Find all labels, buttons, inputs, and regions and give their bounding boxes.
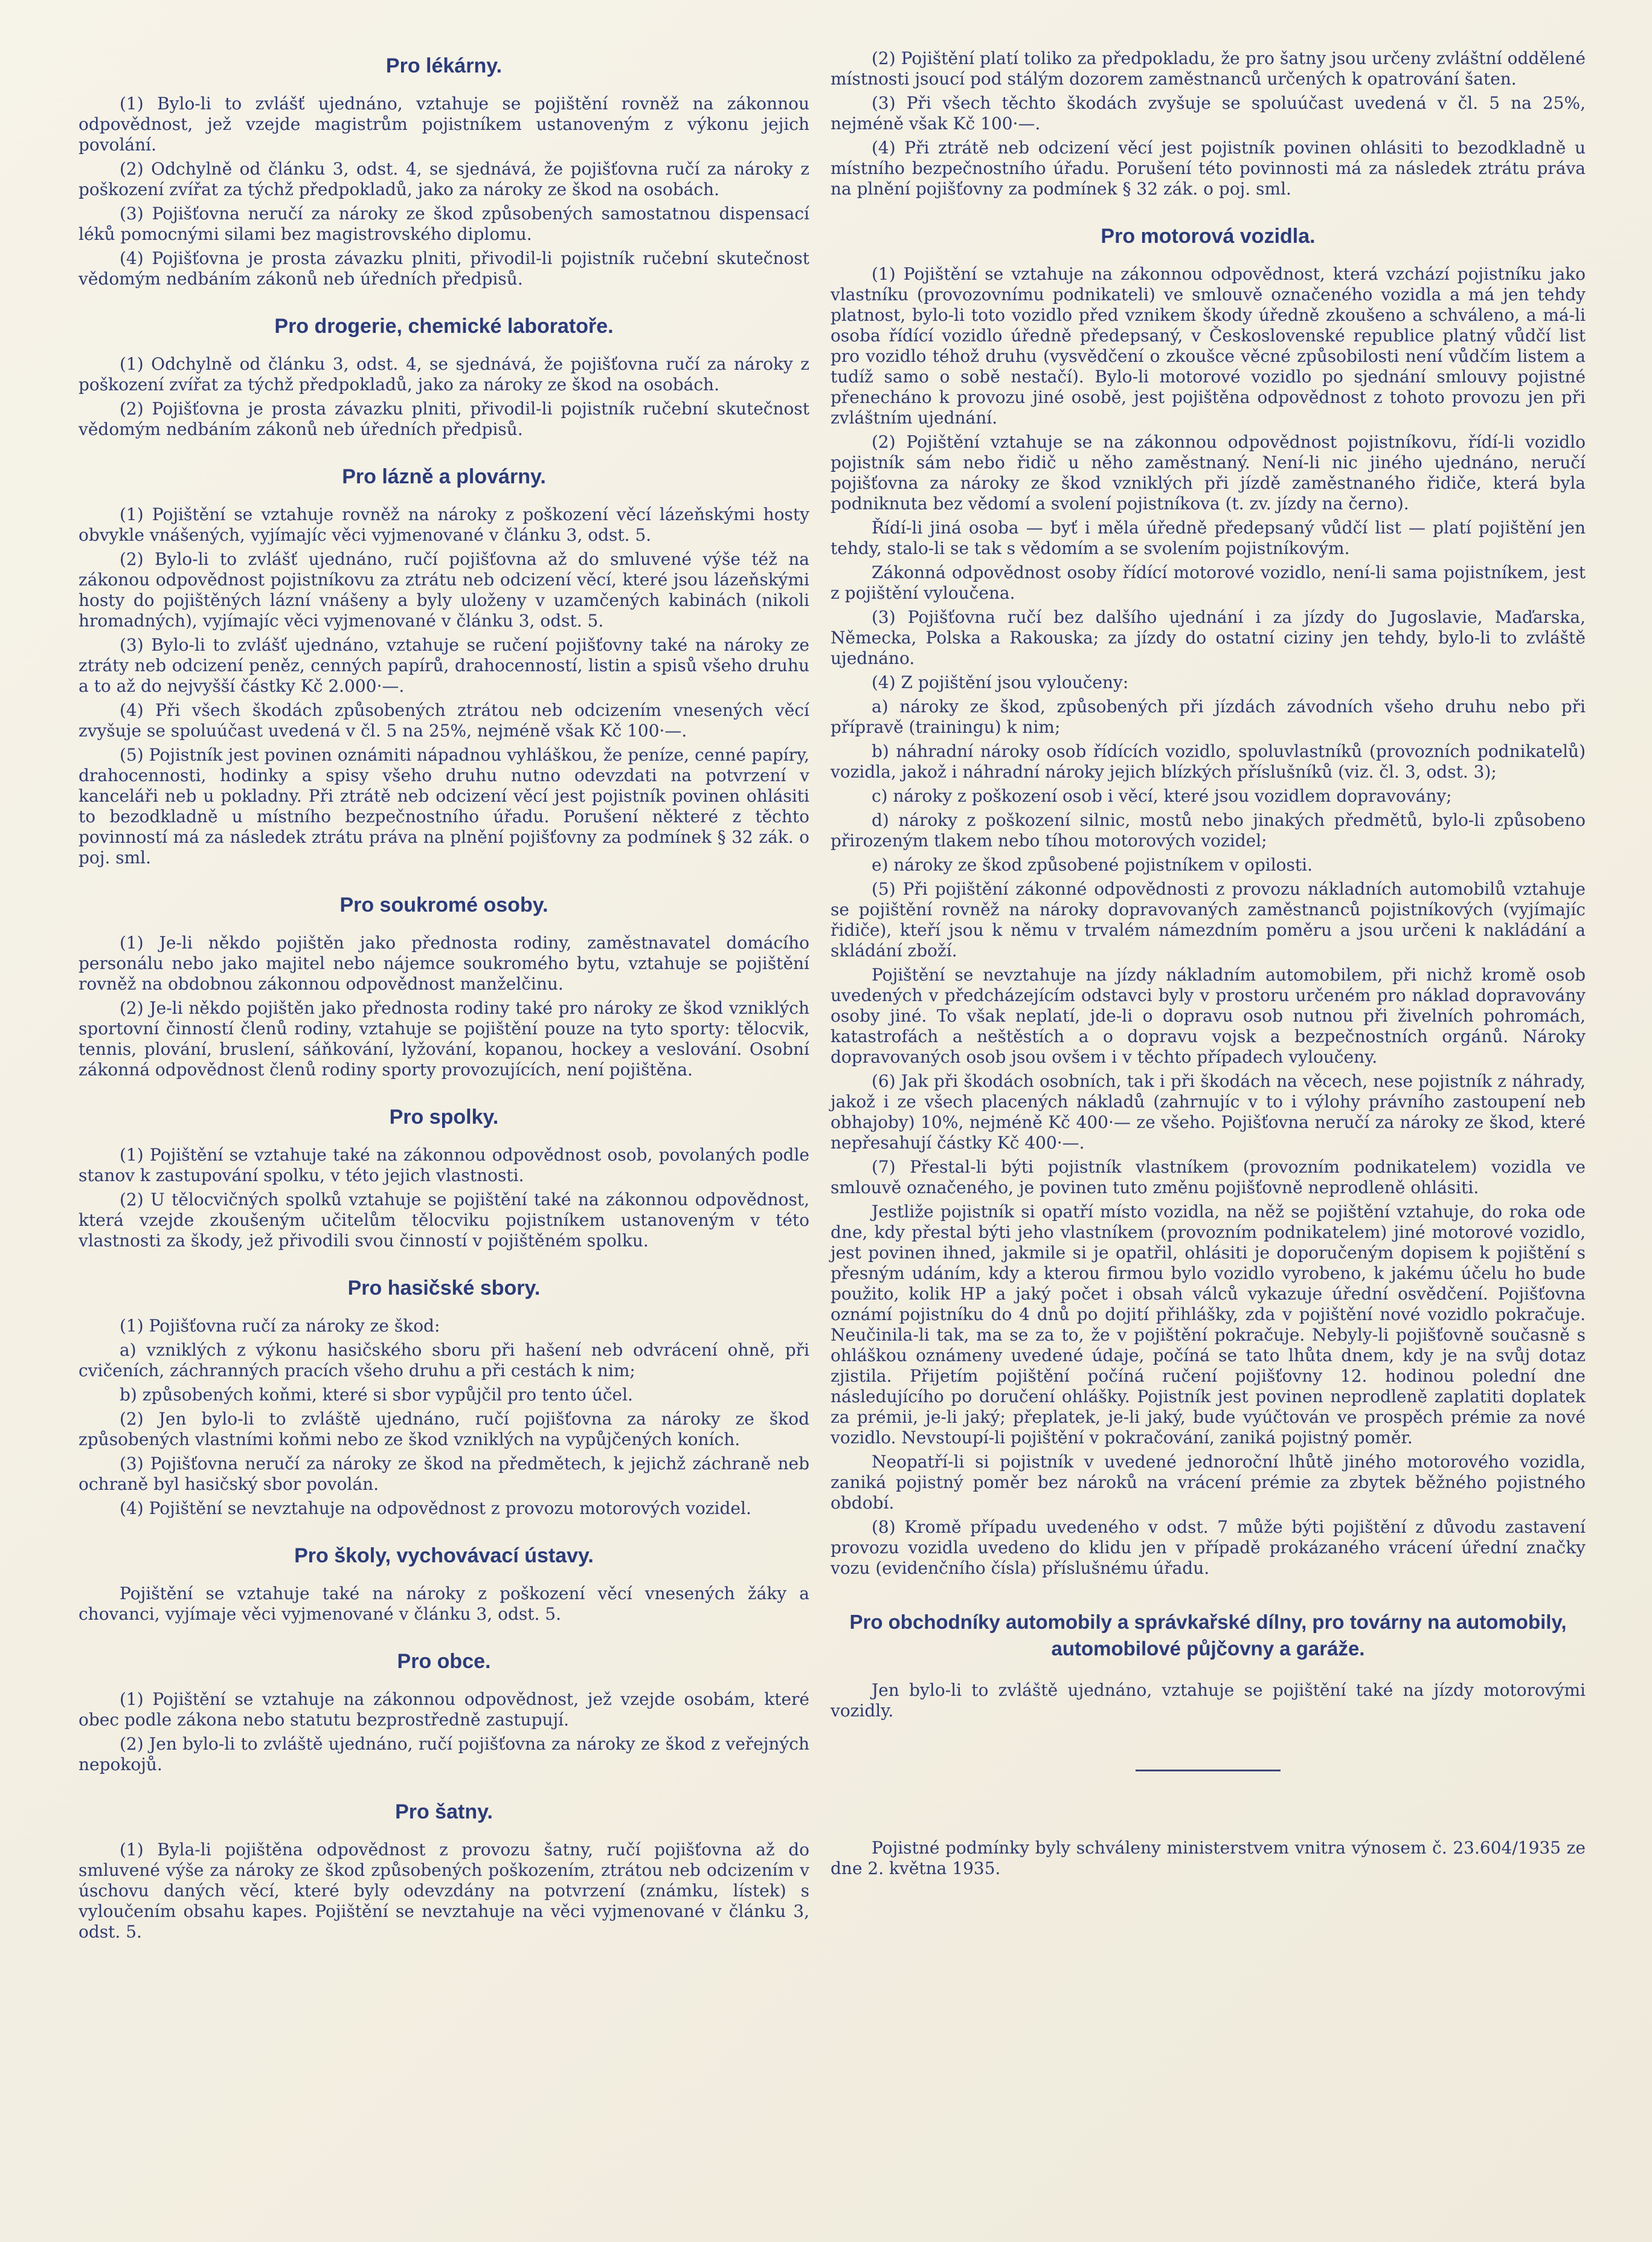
section-paragraph: Pojištění se nevztahuje na jízdy nákladním automobilem, při nichž kromě osob uvedených v předcházejícím odstavci byly v prostoru určeném pro náklad dopravovány osoby jiné. To však neplatí, jde-li o dopravu osob nutnou při živelních pohromách, katastrofách a neštěstích a o dopravu vojsk a bezpečnostních orgánů. Nároky dopravovaných osob jsou ovšem i v těchto případech vyloučeny. — [831, 965, 1586, 1067]
section-heading: Pro drogerie, chemické laboratoře. — [274, 315, 614, 338]
section-paragraph: Řídí-li jiná osoba — byť i měla úředně předepsaný vůdčí list — platí pojištění jen tehdy, stalo-li se tak s vědomím a se svolením pojistníkovým. — [831, 518, 1586, 558]
section-paragraph: (1) Pojišťovna ručí za nároky ze škod: — [120, 1316, 440, 1336]
section-paragraph: a) vzniklých z výkonu hasičského sboru při hašení neb odvrácení ohně, při cvičeních, záchranných pracích všeho druhu a při cestách k nim; — [79, 1340, 809, 1380]
left-column — [79, 48, 809, 2206]
section-paragraph: b) způsobených koňmi, které si sbor vypůjčil pro tento účel. — [120, 1385, 633, 1405]
section-paragraph: (2) Pojišťovna je prosta závazku plniti, přivodil-li pojistník ručební skutečnost vědomým nedbáním zákonů neb úředních předpisů. — [79, 399, 809, 439]
section-paragraph: (3) Pojišťovna ručí bez dalšího ujednání i za jízdy do Jugoslavie, Maďarska, Německa, Polska a Rakouska; za jízdy do ostatní ciziny jen tehdy, bylo-li to zvláště ujednáno. — [831, 607, 1586, 668]
section-paragraph: (3) Pojišťovna neručí za nároky ze škod způsobených samostatnou dispensací léků pomocnými silami bez magistrovského diplomu. — [79, 204, 809, 244]
section-paragraph: a) nároky ze škod, způsobených při jízdách závodních všeho druhu nebo při přípravě (trainingu) k nim; — [831, 697, 1586, 737]
right-sections — [831, 225, 1586, 1721]
right-column — [831, 48, 1586, 2206]
section-heading: Pro spolky. — [389, 1106, 499, 1129]
approval-note: Pojistné podmínky byly schváleny ministerstvem vnitra výnosem č. 23.604/1935 ze dne 2. května 1935. — [831, 1838, 1586, 1878]
section-paragraph: b) náhradní nároky osob řídících vozidlo, spoluvlastníků (provozních podnikatelů) vozidla, jakož i náhradní nároky jejich blízkých příslušníků (viz. čl. 3, odst. 3); — [831, 741, 1586, 782]
section-paragraph: (2) Jen bylo-li to zvláště ujednáno, ručí pojišťovna za nároky ze škod z veřejných nepokojů. — [79, 1734, 809, 1774]
section-paragraph: (3) Bylo-li to zvlášť ujednáno, vztahuje se ručení pojišťovny také na nároky ze ztráty neb odcizení peněz, cenných papírů, drahocenností, listin a spisů všeho druhu a to až do nejvyšší částky Kč 2.000·—. — [79, 635, 809, 696]
intro-paragraph: (3) Při všech těchto škodách zvyšuje se spoluúčast uvedená v čl. 5 na 25%, nejméně však Kč 100·—. — [831, 93, 1586, 134]
section-paragraph: (3) Pojišťovna neručí za nároky ze škod na předmětech, k jejichž záchraně neb ochraně byl hasičský sbor povolán. — [79, 1454, 809, 1494]
section-paragraph: (1) Pojištění se vztahuje rovněž na nároky z poškození věcí lázeňskými hosty obvykle vnášených, vyjímajíc věci vyjmenované v článku 3, odst. 5. — [79, 504, 809, 545]
section-paragraph: c) nároky z poškození osob i věcí, které jsou vozidlem dopravovány; — [872, 786, 1452, 806]
section-paragraph: (4) Pojištění se nevztahuje na odpovědnost z provozu motorových vozidel. — [120, 1498, 751, 1518]
section-paragraph: (1) Bylo-li to zvlášť ujednáno, vztahuje se pojištění rovněž na zákonnou odpovědnost, jež vzejde magistrům pojistníkem ustanoveným z výkonu jejich povolání. — [79, 94, 809, 155]
section-paragraph: (8) Kromě případu uvedeného v odst. 7 může býti pojištění z důvodu zastavení provozu vozidla uvedeno do klidu jen v případě prokázaného vrácení úřední značky vozu (evidenčního čísla) příslušnému úřadu. — [831, 1517, 1586, 1578]
section-heading: Pro lékárny. — [385, 54, 503, 77]
section-paragraph: (1) Byla-li pojištěna odpovědnost z provozu šatny, ručí pojišťovna až do smluvené výše za nároky ze škod způsobených poškozením, ztrátou neb odcizením v úschovu daných věcí, které byly odevzdány na potvrzení (známku, lístek) s vyloučením obsahu kapes. Pojištění se nevztahuje na věci vyjmenované v článku 3, odst. 5. — [79, 1840, 809, 1942]
footer-divider — [1136, 1770, 1281, 1771]
section-paragraph: (4) Při všech škodách způsobených ztrátou neb odcizením vnesených věcí zvyšuje se spoluúčast uvedená v čl. 5 na 25%, nejméně však Kč 100·—. — [79, 700, 809, 741]
section-paragraph: (6) Jak při škodách osobních, tak i při škodách na věcech, nese pojistník z náhrady, jakož i ze všech placených nákladů (zahrnujíc v to i výlohy právního zastoupení neb obhajoby) 10%, nejméně Kč 400·— ze všeho. Pojišťovna neručí za nároky ze škod, které nepřesahují částky Kč 400·—. — [831, 1071, 1586, 1153]
section-heading: Pro šatny. — [395, 1800, 493, 1823]
section-paragraph: Jen bylo-li to zvláště ujednáno, vztahuje se pojištění také na jízdy motorovými vozidly. — [831, 1680, 1586, 1721]
section-heading: Pro školy, vychovávací ústavy. — [294, 1544, 594, 1567]
intro-paragraph: (4) Při ztrátě neb odcizení věcí jest pojistník povinen ohlásiti to bezodkladně u místního bezpečnostního úřadu. Porušení této povinnosti má za následek ztrátu práva na plnění pojišťovny za podmínek § 32 zák. o poj. sml. — [831, 138, 1586, 199]
section-paragraph: (5) Při pojištění zákonné odpovědnosti z provozu nákladních automobilů vztahuje se pojištění rovněž na nároky dopravovaných zaměstnanců pojistníkových (vyjímajíc řidiče), kteří jsou k němu v trvalém námezdním poměru a jsou určeni k nakládání a skládání zboží. — [831, 879, 1586, 961]
section-heading: Pro lázně a plovárny. — [342, 465, 546, 488]
approval-footer — [831, 1838, 1586, 1879]
section-paragraph: (2) U tělocvičných spolků vztahuje se pojištění také na zákonnou odpovědnost, která vzejde zkoušeným učitelům tělocviku pojistníkem ustanoveným v této vlastnosti za škody, jež přivodili svou činností v pojištěném spolku. — [79, 1190, 809, 1251]
section-paragraph: Jestliže pojistník si opatří místo vozidla, na něž se pojištění vztahuje, do roka ode dne, kdy přestal býti jeho vlastníkem (provozním podnikatelem) jiné motorové vozidlo, jest povinen ihned, jakmile si je opatřil, ohlásiti je doporučeným dopisem k pojištění s přesným udáním, kdy a kterou firmou bylo vozidlo vyrobeno, k jakému účelu ho bude použito, kolik HP a jaký počet i obsah válců vykazuje úřední osvědčení. Pojišťovna oznámí pojistníku do 4 dnů po dojití přihlášky, zda v pojištění nové vozidlo pokračuje. Neučinila-li tak, ma se za to, že v pojištění pokračuje. Nebyly-li pojišťovně současně s ohláškou oznámeny uvedené údaje, počíná se tato lhůta dnem, kdy je na svůj dotaz zjistila. Přijetím pojištění počíná ručení pojišťovny 12. hodinou polední dne následujícího po doručení ohlášky. Pojistník jest povinen neprodleně zaplatiti doplatek za prémii, je-li jaký; přeplatek, je-li jaký, bude vyúčtován ve prospěch prémie za nové vozidlo. Nevstoupí-li pojištění v pokračování, zaniká pojistný poměr. — [831, 1202, 1586, 1448]
section-paragraph: (5) Pojistník jest povinen oznámiti nápadnou vyhláškou, že peníze, cenné papíry, drahocennosti, hodinky a spisy všeho druhu nutno odevzdati na potvrzení v kanceláři neb u pokladny. Při ztrátě neb odcizení věcí jest pojistník povinen ohlásiti to bezodkladně u místního bezpečnostního úřadu. Porušení některé z těchto povinností má za následek ztrátu práva na plnění pojišťovny za podmínek § 32 zák. o poj. sml. — [79, 745, 809, 868]
section-paragraph: Neopatří-li si pojistník v uvedené jednoroční lhůtě jiného motorového vozidla, zaniká pojistný poměr bez nároků na vrácení prémie za zbytek běžného pojistného období. — [831, 1452, 1586, 1513]
section-paragraph: (2) Bylo-li to zvlášť ujednáno, ručí pojišťovna až do smluvené výše též na zákonou odpovědnost pojistníkovu za ztrátu neb odcizení věcí, které jsou lázeňskými hosty do pojištěných lázní vnášeny a byly uloženy v uzamčených kabinách (nikoli hromadných), vyjímajíc věci vyjmenované v článku 3, odst. 5. — [79, 549, 809, 631]
section-heading: Pro hasičské sbory. — [347, 1277, 541, 1300]
section-paragraph: (1) Pojištění se vztahuje na zákonnou odpovědnost, jež vzejde osobám, které obec podle zákona nebo statutu bezprostředně zastupují. — [79, 1689, 809, 1730]
section-paragraph: (4) Z pojištění jsou vyloučeny: — [872, 672, 1129, 692]
intro-paragraph: (2) Pojištění platí toliko za předpokladu, že pro šatny jsou určeny zvláštní oddělené místnosti jsoucí pod stálým dozorem zaměstnanců určených k opatrování šaten. — [831, 48, 1586, 89]
section-paragraph: e) nároky ze škod způsobené pojistníkem v opilosti. — [872, 855, 1313, 875]
section-paragraph: (2) Pojištění vztahuje se na zákonnou odpovědnost pojistníkovu, řídí-li vozidlo pojistník sám nebo řidič u něho zaměstnaný. Není-li nic jiného ujednáno, neručí pojišťovna za nároky ze škod vzniklých při jízdě zaměstnaného řidiče, která byla podniknuta bez vědomí a svolení pojistníkova (t. zv. jízdy na černo). — [831, 432, 1586, 514]
section-paragraph: (7) Přestal-li býti pojistník vlastníkem (provozním podnikatelem) vozidla ve smlouvě označeného, je povinen tuto změnu pojišťovně neprodleně ohlásiti. — [831, 1157, 1586, 1197]
right-intro — [831, 48, 1586, 199]
section-paragraph: (2) Jen bylo-li to zvláště ujednáno, ručí pojišťovna za nároky ze škod způsobených vlastními koňmi nebo ze škod vzniklých na vypůjčených koních. — [79, 1409, 809, 1449]
section-heading: Pro obchodníky automobily a správkařské dílny, pro továrny na automobily, automobilové půjčovny a garáže. — [849, 1611, 1567, 1660]
two-column-layout — [79, 48, 1586, 2206]
section-heading: Pro obce. — [397, 1650, 491, 1673]
section-paragraph: (2) Odchylně od článku 3, odst. 4, se sjednává, že pojišťovna ručí za nároky z poškození zvířat za týchž předpokladů, jako za nároky ze škod na osobách. — [79, 159, 809, 199]
section-heading: Pro soukromé osoby. — [339, 894, 548, 916]
section-paragraph: (1) Je-li někdo pojištěn jako přednosta rodiny, zaměstnavatel domácího personálu nebo jako majitel nebo nájemce soukromého bytu, vztahuje se pojištění rovněž na obdobnou zákonnou odpovědnost manželčinu. — [79, 933, 809, 994]
section-heading: Pro motorová vozidla. — [1101, 225, 1316, 248]
section-paragraph: (1) Odchylně od článku 3, odst. 4, se sjednává, že pojišťovna ručí za nároky z poškození zvířat za týchž předpokladů, jako za nároky ze škod na osobách. — [79, 354, 809, 395]
section-paragraph: (1) Pojištění se vztahuje na zákonnou odpovědnost, která vzchází pojistníku jako vlastníku (provozovnímu podnikateli) ve smlouvě označeného vozidla a má jen tehdy platnost, bylo-li toto vozidlo před vznikem škody úředně zkoušeno a schváleno, a má-li osoba řídící vozidlo úředně předepsaný, v Československé republice platný vůdčí list pro vozidlo téhož druhu (vysvědčení o zkoušce věcné způsobilosti není vůdčím listem a tudíž samo o sobě nestačí). Bylo-li motorové vozidlo po sjednání smlouvy pojistné přenecháno k provozu jiné osobě, jest pojištěna odpovědnost z tohoto provozu jen při zvláštním ujednání. — [831, 264, 1586, 428]
section-paragraph: Zákonná odpovědnost osoby řídící motorové vozidlo, není-li sama pojistníkem, jest z pojištění vyloučena. — [831, 562, 1586, 603]
section-paragraph: (1) Pojištění se vztahuje také na zákonnou odpovědnost osob, povolaných podle stanov k zastupování spolku, v této jejich vlastnosti. — [79, 1145, 809, 1185]
section-paragraph: Pojištění se vztahuje také na nároky z poškození věcí vnesených žáky a chovanci, vyjímaje věci vyjmenované v článku 3, odst. 5. — [79, 1583, 809, 1624]
section-paragraph: d) nároky z poškození silnic, mostů nebo jinakých předmětů, bylo-li způsobeno přirozeným tlakem nebo tíhou motorových vozidel; — [831, 810, 1586, 851]
section-paragraph: (4) Pojišťovna je prosta závazku plniti, přivodil-li pojistník ručební skutečnost vědomým nedbáním zákonů neb úředních předpisů. — [79, 248, 809, 289]
section-paragraph: (2) Je-li někdo pojištěn jako přednosta rodiny také pro nároky ze škod vzniklých sportovní činností členů rodiny, vztahuje se pojištění pouze na tyto sporty: tělocvik, tennis, plování, bruslení, sáňkování, lyžování, kopanou, hockey a veslování. Osobní zákonná odpovědnost členů rodiny sporty provozujících, není pojištěna. — [79, 998, 809, 1080]
